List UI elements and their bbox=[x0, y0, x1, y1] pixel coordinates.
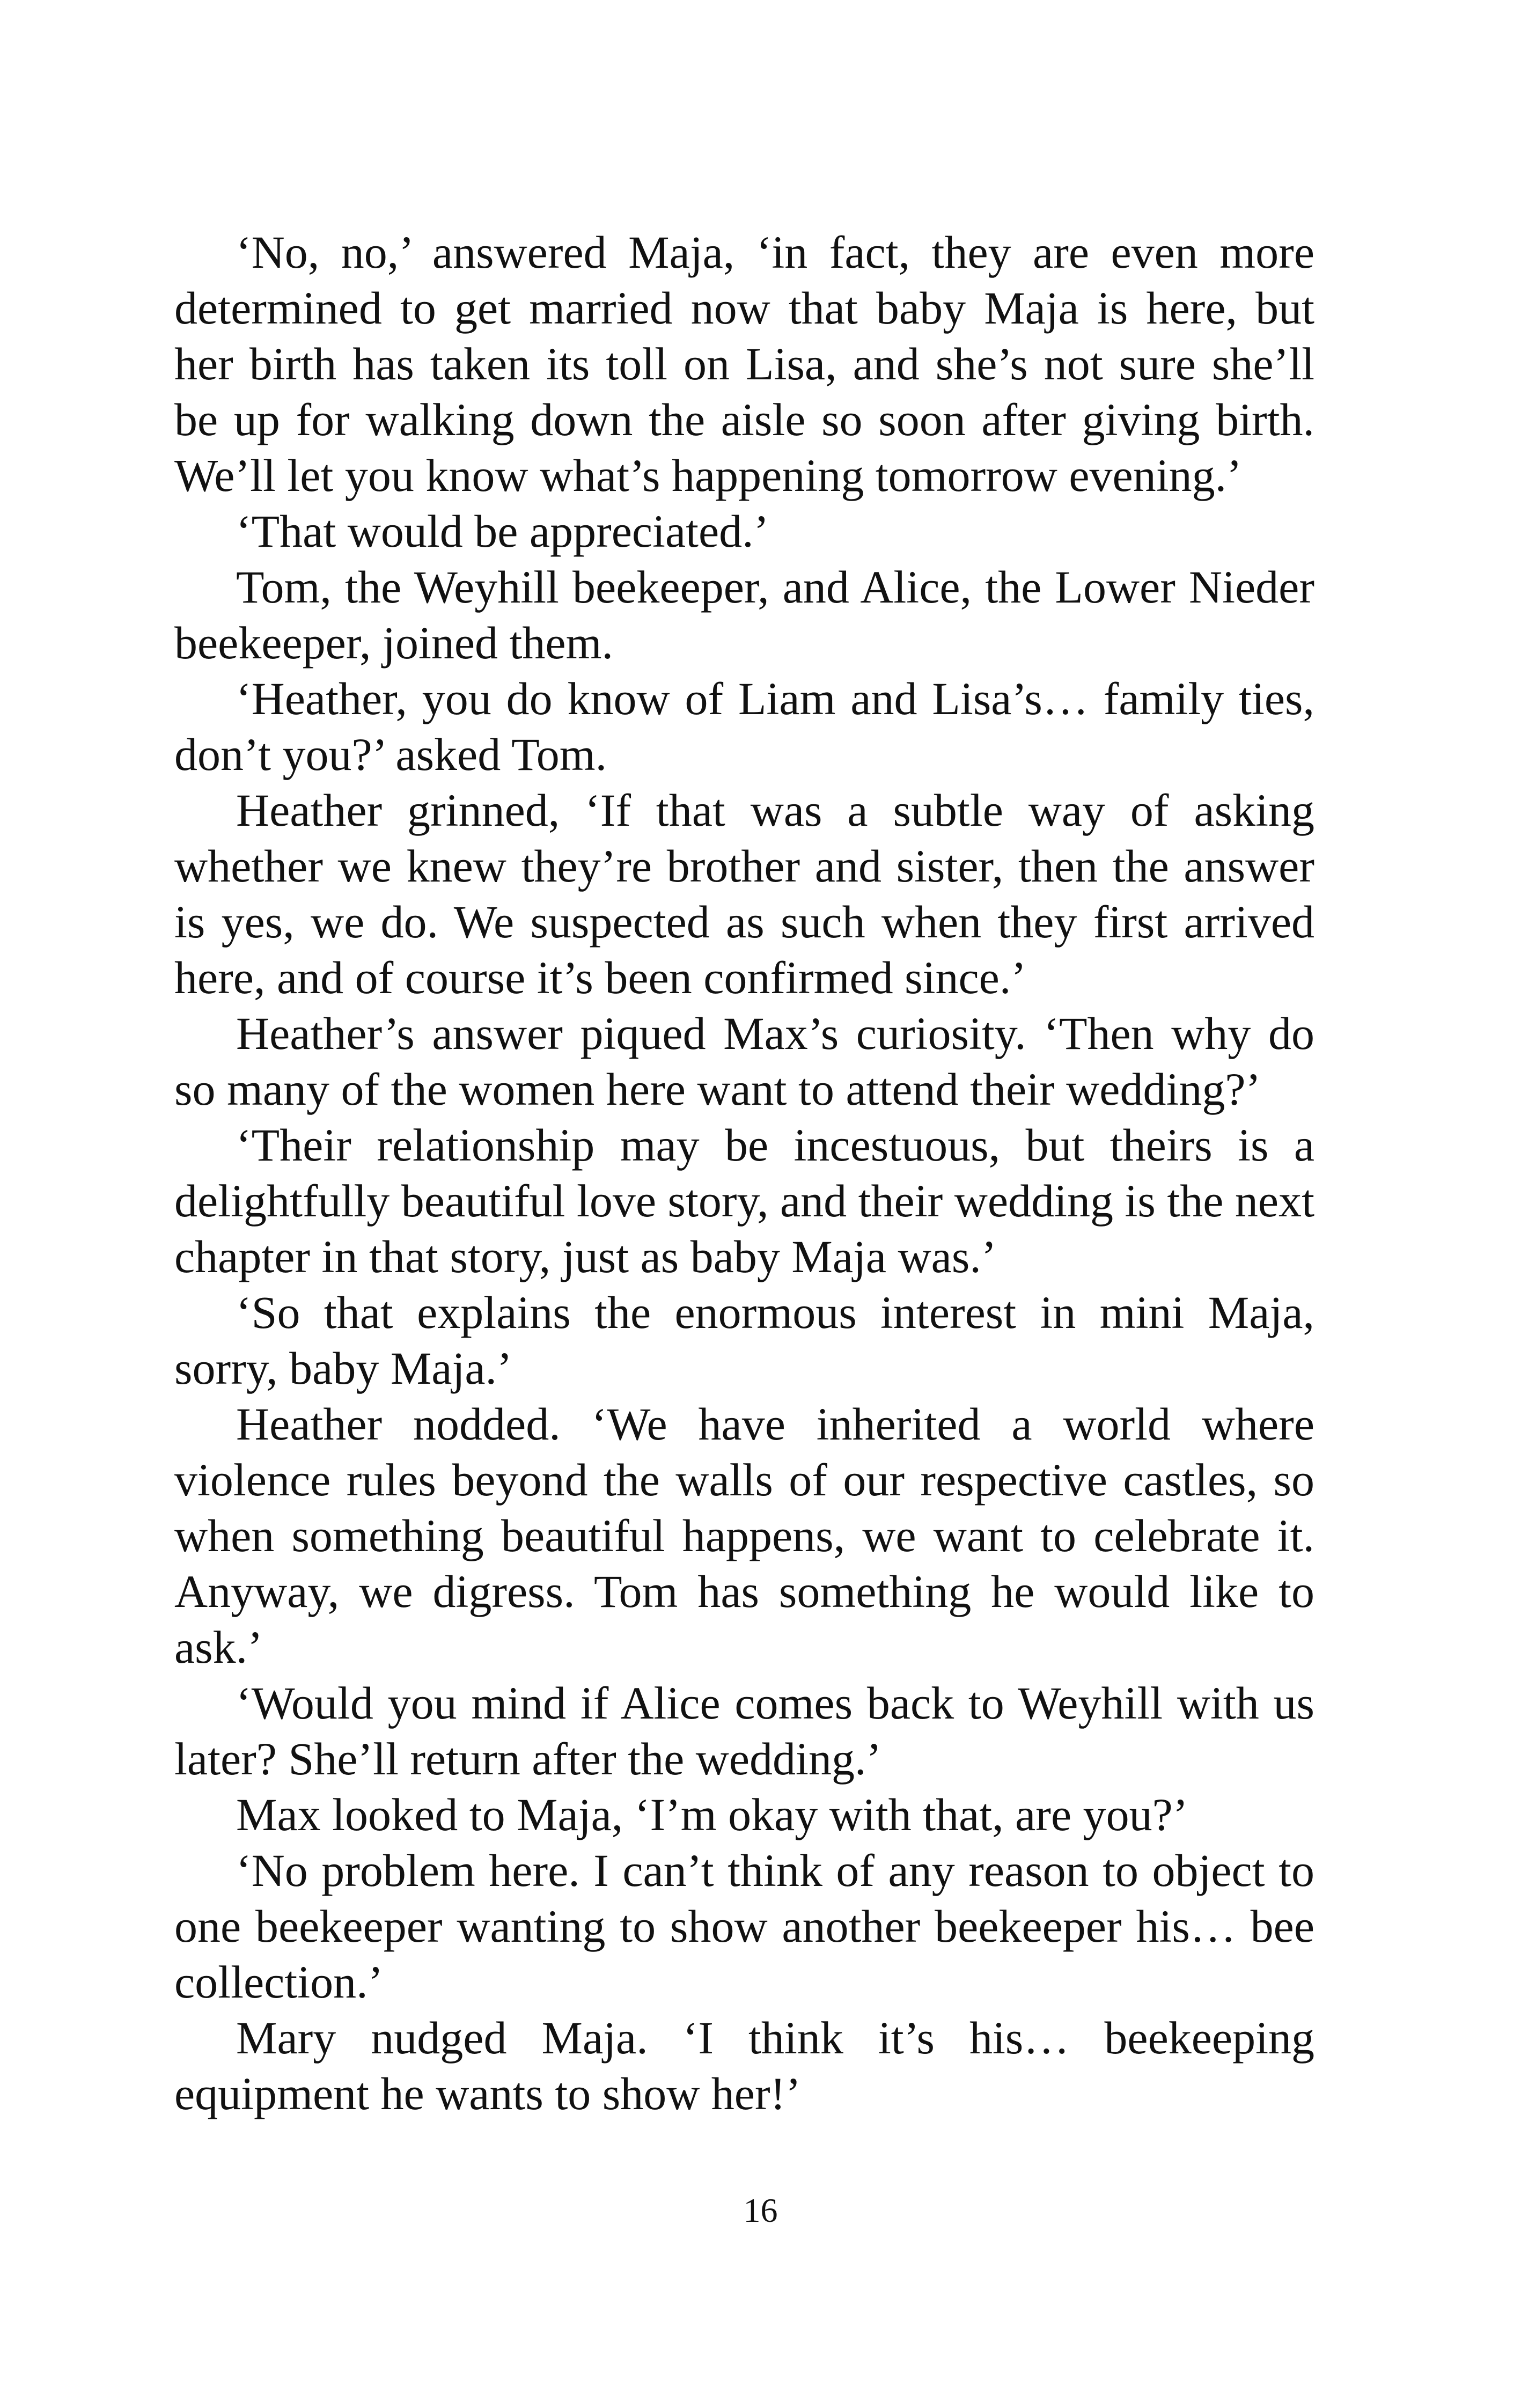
paragraph-11: Max looked to Maja, ‘I’m okay with that, are you?’ bbox=[236, 1789, 1188, 1840]
paragraph-6: Heather’s answer piqued Max’s curiosity. ‘Then why do so many of the women here want to attend their wedding?’ bbox=[174, 1008, 1314, 1115]
paragraph-7: ‘Their relationship may be incestuous, but theirs is a delightfully beautiful love story, and their wedding is the next chapter in that story, just as baby Maja was.’ bbox=[174, 1119, 1314, 1282]
paragraph-8: ‘So that explains the enormous interest in mini Maja, sorry, baby Maja.’ bbox=[174, 1287, 1314, 1394]
paragraph-9: Heather nodded. ‘We have inherited a world where violence rules beyond the walls of our respective castles, so when something beautiful happens, we want to celebrate it. Anyway, we digress. Tom has something he would like to ask.’ bbox=[174, 1398, 1314, 1673]
paragraph-5: Heather grinned, ‘If that was a subtle way of asking whether we knew they’re brother and sister, then the answer is yes, we do. We suspected as such when they first arrived here, and of course it’s been confirmed since.’ bbox=[174, 784, 1314, 1003]
body-text bbox=[174, 224, 1314, 2121]
paragraph-3: Tom, the Weyhill beekeeper, and Alice, the Lower Nieder beekeeper, joined them. bbox=[174, 561, 1314, 669]
page-number: 16 bbox=[743, 2191, 778, 2229]
paragraph-10: ‘Would you mind if Alice comes back to Weyhill with us later? She’ll return after the wedding.’ bbox=[174, 1677, 1314, 1785]
paragraph-2: ‘That would be appreciated.’ bbox=[236, 505, 769, 557]
paragraph-1: ‘No, no,’ answered Maja, ‘in fact, they are even more determined to get married now that baby Maja is here, but her birth has taken its toll on Lisa, and she’s not sure she’ll be up for walking down the aisle so soon after giving birth. We’ll let you know what’s happening tomorrow evening.’ bbox=[174, 226, 1314, 501]
paragraph-12: ‘No problem here. I can’t think of any reason to object to one beekeeper wanting to show another beekeeper his… bee collection.’ bbox=[174, 1845, 1314, 2008]
paragraph-13: Mary nudged Maja. ‘I think it’s his… beekeeping equipment he wants to show her!’ bbox=[174, 2012, 1314, 2119]
paragraph-4: ‘Heather, you do know of Liam and Lisa’s… family ties, don’t you?’ asked Tom. bbox=[174, 673, 1314, 780]
